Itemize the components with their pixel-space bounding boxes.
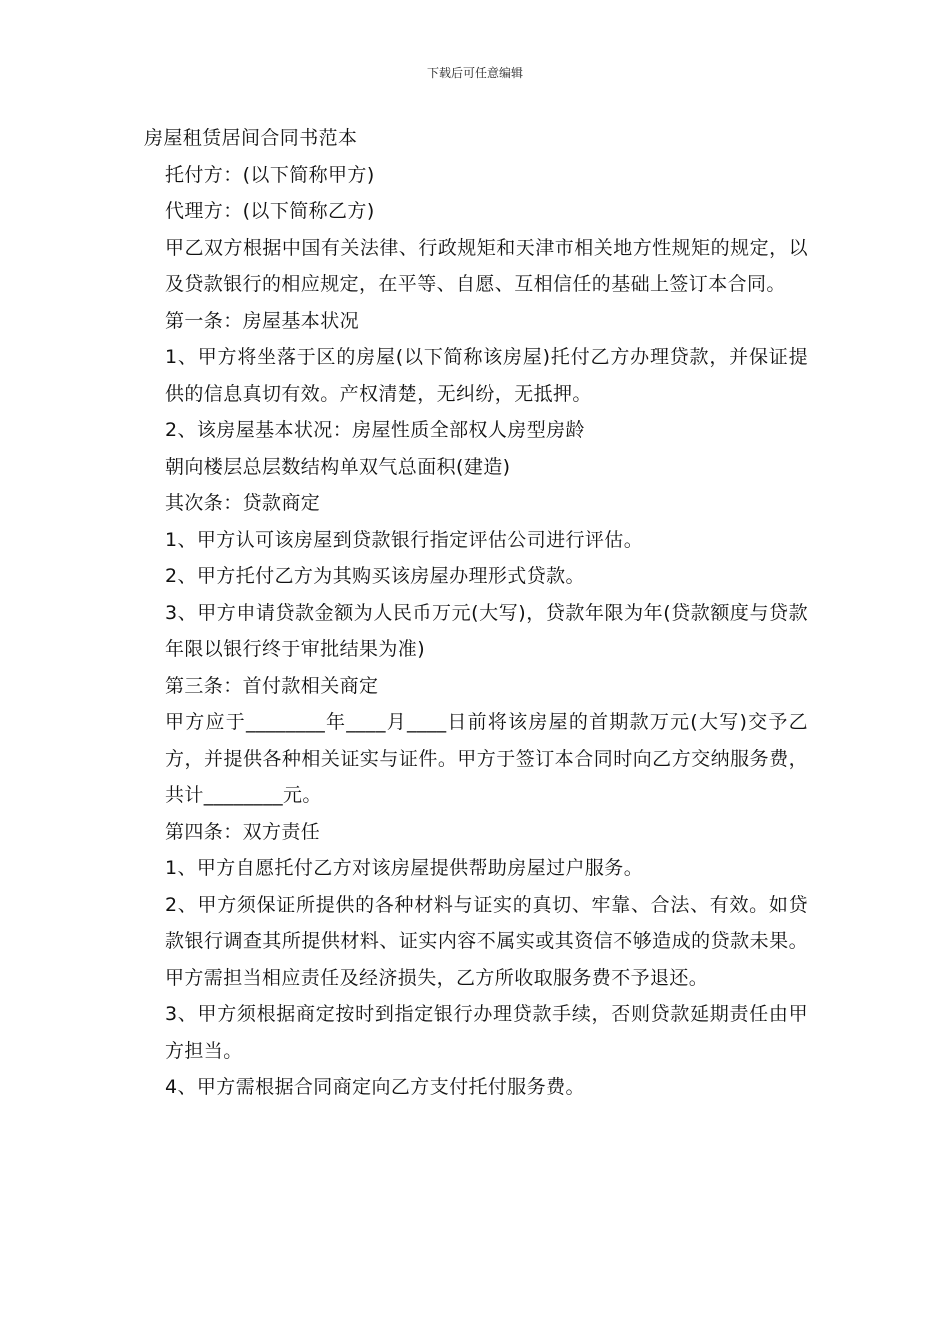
article-1-item-1: 1、甲方将坐落于区的房屋(以下简称该房屋)托付乙方办理贷款，并保证提供的信息真切有效。产权清楚，无纠纷，无抵押。 bbox=[165, 346, 808, 405]
article-4-item-1: 1、甲方自愿托付乙方对该房屋提供帮助房屋过户服务。 bbox=[165, 857, 644, 879]
article-3-body: 甲方应于________年____月____日前将该房屋的首期款万元(大写)交予乙方，并提供各种相关证实与证件。甲方于签订本合同时向乙方交纳服务费，共计________元。 bbox=[165, 711, 808, 806]
article-4-item-3: 3、甲方须根据商定按时到指定银行办理贷款手续，否则贷款延期责任由甲方担当。 bbox=[165, 1003, 808, 1062]
article-1-title: 第一条：房屋基本状况 bbox=[165, 309, 360, 332]
article-4-item-4: 4、甲方需根据合同商定向乙方支付托付服务费。 bbox=[165, 1076, 585, 1098]
article-2-item-3: 3、甲方申请贷款金额为人民币万元(大写)，贷款年限为年(贷款额度与贷款年限以银行终于审批结果为准) bbox=[165, 601, 808, 660]
party-b-line: 代理方：(以下简称乙方) bbox=[165, 200, 375, 222]
header-note: 下载后可任意编辑 bbox=[426, 66, 523, 80]
document-body bbox=[144, 120, 808, 1106]
article-1-item-2-line-2: 朝向楼层总层数结构单双气总面积(建造) bbox=[165, 455, 511, 478]
article-4-title: 第四条：双方责任 bbox=[165, 820, 321, 843]
article-1-item-2-line-1: 2、该房屋基本状况：房屋性质全部权人房型房龄 bbox=[165, 419, 585, 441]
article-4-item-2: 2、甲方须保证所提供的各种材料与证实的真切、牢靠、合法、有效。如贷款银行调查其所提供材料、证实内容不属实或其资信不够造成的贷款未果。甲方需担当相应责任及经济损失，乙方所收取服务费不予退还。 bbox=[165, 893, 808, 989]
article-2-item-1: 1、甲方认可该房屋到贷款银行指定评估公司进行评估。 bbox=[165, 528, 644, 551]
document-title: 房屋租赁居间合同书范本 bbox=[144, 127, 358, 149]
article-2-title: 其次条：贷款商定 bbox=[165, 492, 321, 514]
article-2-item-2: 2、甲方托付乙方为其购买该房屋办理形式贷款。 bbox=[165, 565, 585, 587]
article-3-title: 第三条：首付款相关商定 bbox=[165, 674, 379, 697]
preamble-paragraph: 甲乙双方根据中国有关法律、行政规矩和天津市相关地方性规矩的规定，以及贷款银行的相应规定，在平等、自愿、互相信任的基础上签订本合同。 bbox=[165, 236, 808, 295]
party-a-line: 托付方：(以下简称甲方) bbox=[165, 163, 375, 186]
